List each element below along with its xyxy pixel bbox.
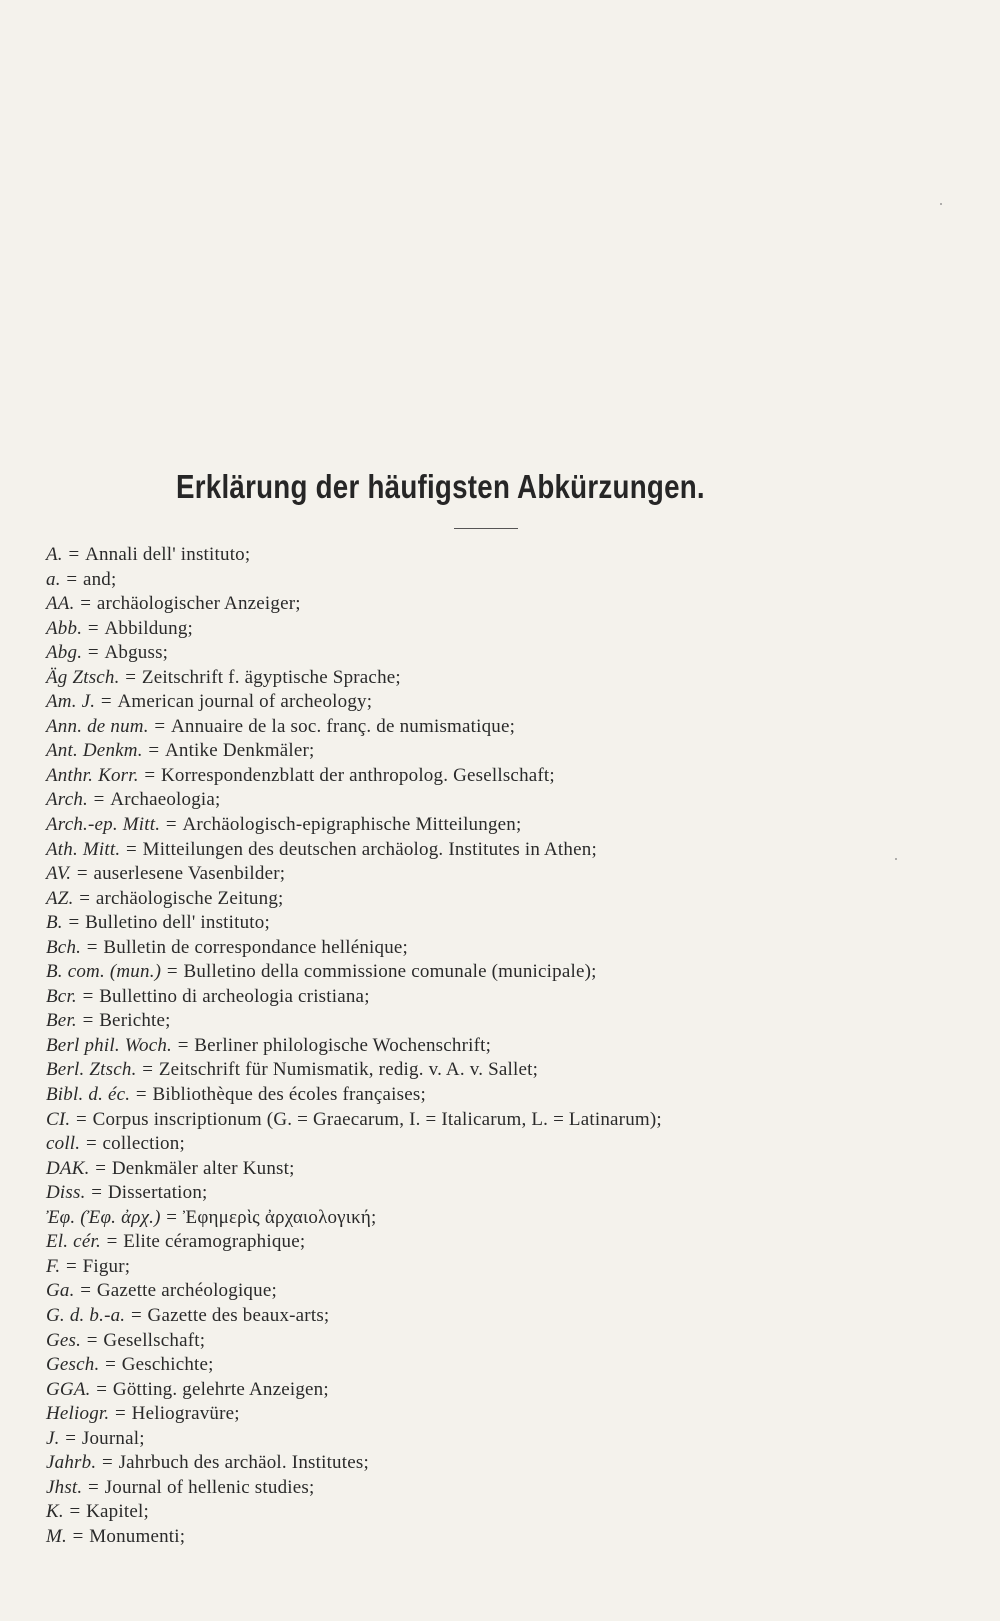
abbreviation-expansion: Antike Denkmäler; bbox=[164, 740, 315, 762]
abbreviation-entry bbox=[46, 1451, 986, 1476]
abbreviation-entry bbox=[46, 1206, 986, 1231]
abbreviation-term: a. bbox=[46, 568, 61, 590]
abbreviation-expansion: Dissertation; bbox=[107, 1182, 208, 1204]
abbreviation-term: Jhst. bbox=[46, 1476, 83, 1498]
equals-sign: = bbox=[96, 1378, 108, 1400]
abbreviation-term: Bibl. d. éc. bbox=[46, 1084, 131, 1106]
abbreviation-entry bbox=[46, 1500, 986, 1525]
paper-speck bbox=[895, 858, 897, 860]
abbreviation-term: M. bbox=[46, 1525, 67, 1547]
abbreviation-term: F. bbox=[46, 1255, 61, 1277]
abbreviation-term: Ber. bbox=[46, 1010, 77, 1032]
abbreviation-term: Bcr. bbox=[46, 985, 77, 1007]
abbreviation-entry bbox=[46, 1034, 986, 1059]
abbreviation-expansion: Bulletin de correspondance hellénique; bbox=[103, 936, 409, 958]
abbreviation-entry bbox=[46, 1230, 986, 1255]
abbreviation-term: B. bbox=[46, 912, 63, 934]
equals-sign: = bbox=[66, 1255, 77, 1277]
abbreviation-entry bbox=[46, 1353, 986, 1378]
abbreviation-term: Diss. bbox=[46, 1182, 86, 1204]
equals-sign: = bbox=[144, 764, 156, 786]
title-rule bbox=[454, 528, 518, 529]
equals-sign: = bbox=[130, 1304, 142, 1326]
equals-sign: = bbox=[165, 814, 177, 836]
abbreviation-term: Berl phil. Woch. bbox=[46, 1034, 172, 1056]
equals-sign: = bbox=[66, 568, 78, 590]
paper-speck bbox=[940, 203, 942, 205]
equals-sign: = bbox=[101, 1452, 113, 1474]
equals-sign: = bbox=[166, 961, 178, 983]
abbreviation-expansion: Bulletino dell' instituto; bbox=[85, 912, 270, 934]
abbreviation-entry bbox=[46, 1108, 986, 1133]
equals-sign: = bbox=[91, 1182, 103, 1204]
abbreviation-expansion: Mitteilungen des deutschen archäolog. Institutes in Athen; bbox=[142, 838, 597, 860]
equals-sign: = bbox=[87, 617, 99, 639]
abbreviation-expansion: Berichte; bbox=[99, 1010, 171, 1032]
abbreviation-term: Gesch. bbox=[46, 1354, 100, 1376]
abbreviation-expansion: Ἐφημερὶς ἀρχαιολογική; bbox=[182, 1206, 377, 1228]
abbreviation-term: Am. J. bbox=[46, 691, 96, 713]
abbreviation-entry bbox=[46, 1181, 986, 1206]
abbreviation-expansion: Götting. gelehrte Anzeigen; bbox=[112, 1378, 329, 1400]
equals-sign: = bbox=[80, 593, 92, 615]
equals-sign: = bbox=[106, 1231, 118, 1253]
abbreviation-entry bbox=[46, 592, 986, 617]
abbreviation-expansion: archäologische Zeitung; bbox=[95, 887, 284, 909]
abbreviation-term: J. bbox=[46, 1427, 60, 1449]
abbreviation-term: K. bbox=[46, 1501, 64, 1523]
abbreviation-expansion: Denkmäler alter Kunst; bbox=[111, 1157, 295, 1179]
equals-sign: = bbox=[126, 838, 137, 860]
equals-sign: = bbox=[65, 1427, 77, 1449]
abbreviation-term: A. bbox=[46, 544, 63, 565]
equals-sign: = bbox=[166, 1206, 178, 1228]
abbreviation-term: Anthr. Korr. bbox=[46, 764, 139, 786]
abbreviation-term: Äg Ztsch. bbox=[46, 666, 120, 688]
abbreviation-expansion: Figur; bbox=[82, 1255, 131, 1277]
abbreviation-term: Jahrb. bbox=[46, 1452, 97, 1474]
abbreviation-term: Heliogr. bbox=[46, 1403, 110, 1425]
abbreviation-entry bbox=[46, 1157, 986, 1182]
abbreviation-expansion: Abbildung; bbox=[104, 617, 194, 639]
abbreviation-term: GGA. bbox=[46, 1378, 91, 1400]
abbreviation-term: Ann. de num. bbox=[46, 715, 149, 737]
abbreviation-entry bbox=[46, 1132, 986, 1157]
equals-sign: = bbox=[115, 1403, 126, 1425]
equals-sign: = bbox=[72, 1525, 84, 1547]
abbreviation-expansion: Korrespondenzblatt der anthropolog. Gesellschaft; bbox=[160, 764, 555, 786]
abbreviation-entry bbox=[46, 1378, 986, 1403]
abbreviation-expansion: and; bbox=[82, 568, 117, 590]
abbreviation-entry bbox=[46, 666, 986, 691]
equals-sign: = bbox=[86, 1329, 98, 1351]
abbreviation-expansion: Geschichte; bbox=[121, 1354, 214, 1376]
abbreviation-term: Ant. Denkm. bbox=[46, 740, 143, 762]
abbreviation-entry bbox=[46, 960, 986, 985]
equals-sign: = bbox=[100, 691, 112, 713]
abbreviation-entry bbox=[46, 911, 986, 936]
abbreviation-expansion: Monumenti; bbox=[89, 1525, 186, 1547]
abbreviation-expansion: Gazette des beaux-arts; bbox=[147, 1304, 330, 1326]
abbreviation-expansion: Gesellschaft; bbox=[103, 1329, 206, 1351]
equals-sign: = bbox=[105, 1354, 117, 1376]
abbreviation-expansion: auserlesene Vasenbilder; bbox=[93, 863, 286, 885]
abbreviation-term: Abb. bbox=[46, 617, 83, 639]
abbreviation-entry bbox=[46, 887, 986, 912]
abbreviation-term: Ἐφ. (Ἐφ. ἀρχ.) bbox=[46, 1206, 161, 1228]
abbreviation-expansion: Bullettino di archeologia cristiana; bbox=[99, 985, 370, 1007]
abbreviation-term: Berl. Ztsch. bbox=[46, 1059, 137, 1081]
abbreviation-expansion: Annuaire de la soc. franç. de numismatique; bbox=[170, 715, 516, 737]
abbreviation-expansion: Jahrbuch des archäol. Institutes; bbox=[118, 1452, 369, 1474]
abbreviation-term: Ath. Mitt. bbox=[46, 838, 121, 860]
abbreviation-entry bbox=[46, 1304, 986, 1329]
abbreviation-entry bbox=[46, 862, 986, 887]
abbreviation-expansion: Heliogravüre; bbox=[131, 1403, 240, 1425]
equals-sign: = bbox=[69, 1501, 81, 1523]
equals-sign: = bbox=[95, 1157, 107, 1179]
abbreviation-expansion: Corpus inscriptionum (G. = Graecarum, I. = Italicarum, L. = Latinarum); bbox=[92, 1108, 662, 1130]
equals-sign: = bbox=[76, 1108, 87, 1130]
equals-sign: = bbox=[68, 912, 80, 934]
equals-sign: = bbox=[76, 863, 88, 885]
equals-sign: = bbox=[177, 1034, 189, 1056]
abbreviation-expansion: Journal of hellenic studies; bbox=[104, 1476, 315, 1498]
abbreviation-term: CI. bbox=[46, 1108, 71, 1130]
equals-sign: = bbox=[154, 715, 166, 737]
abbreviation-term: El. cér. bbox=[46, 1231, 101, 1253]
abbreviation-expansion: Bulletino della commissione comunale (municipale); bbox=[183, 961, 597, 983]
abbreviation-entry bbox=[46, 1427, 986, 1452]
equals-sign: = bbox=[82, 1010, 94, 1032]
abbreviation-entry bbox=[46, 568, 986, 593]
abbreviation-entry bbox=[46, 838, 986, 863]
abbreviation-entry bbox=[46, 1476, 986, 1501]
abbreviation-term: Arch.-ep. Mitt. bbox=[46, 814, 161, 836]
abbreviation-term: AZ. bbox=[46, 887, 74, 909]
page-title: Erklärung der häufigsten Abkürzungen. bbox=[176, 468, 705, 505]
abbreviation-entry bbox=[46, 543, 986, 568]
abbreviation-expansion: Bibliothèque des écoles françaises; bbox=[152, 1084, 426, 1106]
abbreviation-entry bbox=[46, 764, 986, 789]
equals-sign: = bbox=[86, 936, 98, 958]
equals-sign: = bbox=[85, 1133, 97, 1155]
equals-sign: = bbox=[93, 789, 105, 811]
abbreviation-term: Abg. bbox=[46, 642, 83, 664]
abbreviation-expansion: Zeitschrift für Numismatik, redig. v. A. v. Sallet; bbox=[158, 1059, 539, 1081]
equals-sign: = bbox=[135, 1084, 147, 1106]
abbreviation-term: AV. bbox=[46, 863, 72, 885]
abbreviation-entry bbox=[46, 985, 986, 1010]
abbreviation-expansion: Annali dell' instituto; bbox=[85, 544, 251, 565]
equals-sign: = bbox=[68, 544, 80, 565]
abbreviation-list bbox=[46, 543, 986, 1549]
equals-sign: = bbox=[79, 887, 91, 909]
equals-sign: = bbox=[80, 1280, 92, 1302]
abbreviation-term: coll. bbox=[46, 1133, 81, 1155]
abbreviation-entry bbox=[46, 788, 986, 813]
abbreviation-entry bbox=[46, 1058, 986, 1083]
abbreviation-term: Bch. bbox=[46, 936, 82, 958]
abbreviation-entry bbox=[46, 1083, 986, 1108]
abbreviation-entry bbox=[46, 617, 986, 642]
abbreviation-entry bbox=[46, 1009, 986, 1034]
equals-sign: = bbox=[142, 1059, 154, 1081]
abbreviation-entry bbox=[46, 936, 986, 961]
abbreviation-term: DAK. bbox=[46, 1157, 90, 1179]
abbreviation-expansion: Kapitel; bbox=[86, 1501, 149, 1523]
abbreviation-expansion: Zeitschrift f. ägyptische Sprache; bbox=[141, 666, 401, 688]
abbreviation-expansion: archäologischer Anzeiger; bbox=[96, 593, 301, 615]
abbreviation-term: B. com. (mun.) bbox=[46, 961, 162, 983]
abbreviation-entry bbox=[46, 690, 986, 715]
abbreviation-expansion: American journal of archeology; bbox=[117, 691, 373, 713]
abbreviation-entry bbox=[46, 813, 986, 838]
abbreviation-expansion: Berliner philologische Wochenschrift; bbox=[194, 1034, 492, 1056]
abbreviation-entry bbox=[46, 1525, 986, 1550]
abbreviation-entry bbox=[46, 1279, 986, 1304]
abbreviation-term: G. d. b.-a. bbox=[46, 1304, 126, 1326]
abbreviation-term: Ga. bbox=[46, 1280, 75, 1302]
abbreviation-expansion: Gazette archéologique; bbox=[96, 1280, 277, 1302]
equals-sign: = bbox=[88, 1476, 99, 1498]
abbreviation-expansion: Archaeologia; bbox=[110, 789, 221, 811]
abbreviation-expansion: Abguss; bbox=[104, 642, 169, 664]
equals-sign: = bbox=[87, 642, 99, 664]
abbreviation-expansion: Archäologisch-epigraphische Mitteilungen; bbox=[182, 814, 522, 836]
abbreviation-expansion: collection; bbox=[102, 1133, 185, 1155]
abbreviation-term: Arch. bbox=[46, 789, 88, 811]
equals-sign: = bbox=[125, 666, 137, 688]
abbreviation-entry bbox=[46, 1255, 986, 1280]
abbreviation-term: Ges. bbox=[46, 1329, 82, 1351]
abbreviation-expansion: Elite céramographique; bbox=[123, 1231, 306, 1253]
abbreviation-term: AA. bbox=[46, 593, 75, 615]
abbreviation-entry bbox=[46, 1329, 986, 1354]
abbreviation-entry bbox=[46, 641, 986, 666]
abbreviation-entry bbox=[46, 715, 986, 740]
equals-sign: = bbox=[82, 985, 94, 1007]
abbreviation-expansion: Journal; bbox=[81, 1427, 145, 1449]
abbreviation-entry bbox=[46, 739, 986, 764]
abbreviation-entry bbox=[46, 1402, 986, 1427]
equals-sign: = bbox=[148, 740, 160, 762]
